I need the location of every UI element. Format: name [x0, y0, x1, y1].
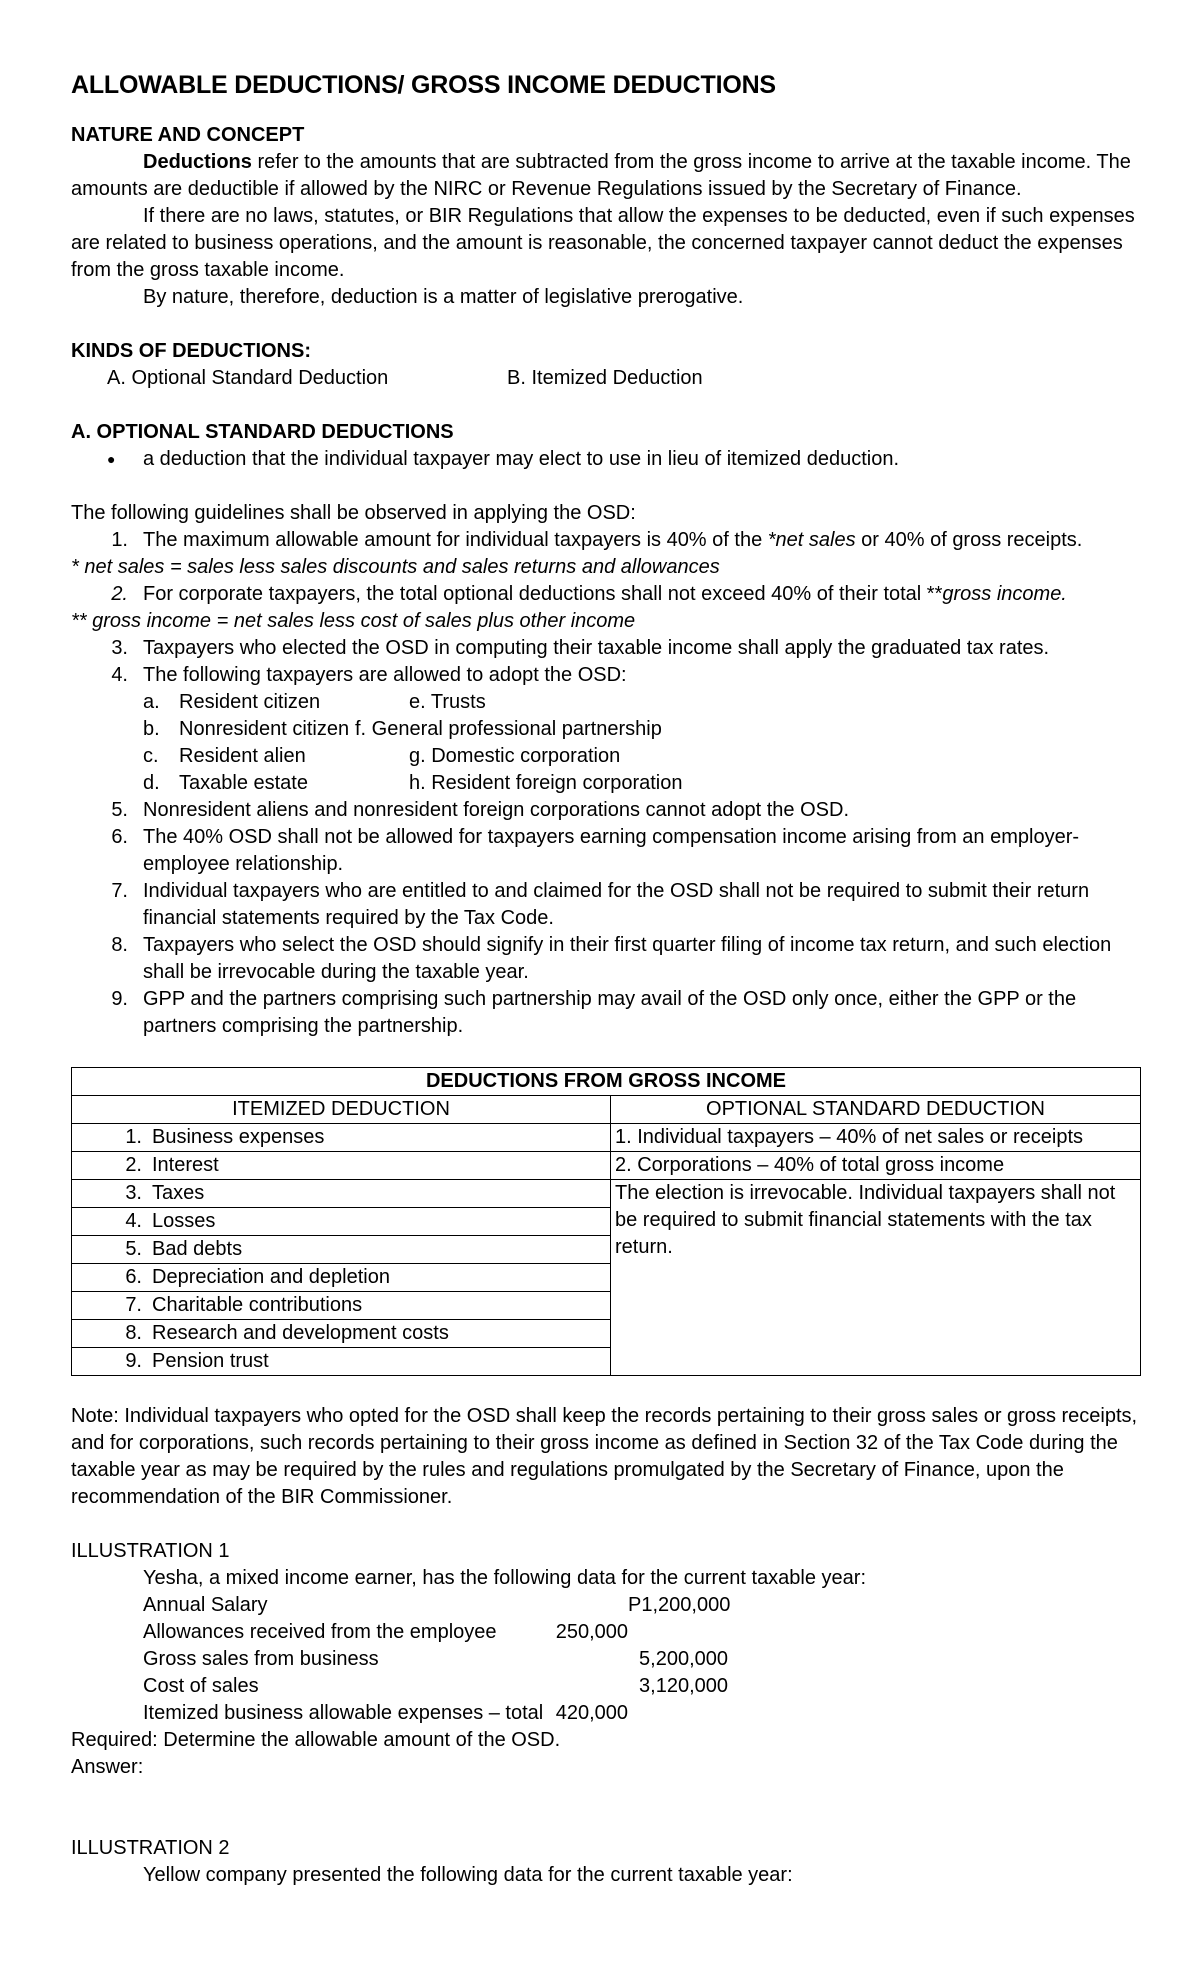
footnote-gross-income: [71, 608, 1141, 635]
kinds-list: [71, 365, 1141, 392]
document-title: ALLOWABLE DEDUCTIONS/ GROSS INCOME DEDUCTIONS: [71, 71, 776, 99]
taxpayer-row-3: c. Resident alien g. Domestic corporation: [71, 743, 1141, 770]
g2-pre: For corporate taxpayers, the total optional deductions shall not exceed 40% of their total **: [143, 583, 943, 605]
itemized-row: 8. Research and development costs: [72, 1320, 611, 1348]
guideline-9: 9. GPP and the partners comprising such partnership may avail of the OSD only once, either the GPP or the partners comprising the partnership.: [71, 986, 1141, 1040]
taxpayer-left: Resident citizen: [179, 691, 321, 713]
g9-text: GPP and the partners comprising such partnership may avail of the OSD only once, either the GPP or the partners comprising the partnership.: [143, 988, 1077, 1037]
illustration-1-body: [71, 1565, 1141, 1727]
g8-text: Taxpayers who select the OSD should signify in their first quarter filing of income tax return, and such election shall be irrevocable during the taxable year.: [143, 934, 1112, 983]
illustration-1-intro: Yesha, a mixed income earner, has the following data for the current taxable year:: [143, 1567, 867, 1589]
illustration-1-answer: Answer:: [71, 1756, 144, 1778]
taxpayer-left: Taxable estate: [179, 772, 308, 794]
illustration-2-intro: Yellow company presented the following data for the current taxable year:: [143, 1864, 793, 1886]
footnote-net-sales: [71, 554, 1141, 581]
kind-b: B. Itemized Deduction: [507, 367, 703, 389]
osd-bullet-text: a deduction that the individual taxpayer may elect to use in lieu of itemized deduction.: [143, 448, 900, 470]
nature-p1-text: refer to the amounts that are subtracted from the gross income to arrive at the taxable income. The amounts are deductible if allowed by the NIRC or Revenue Regulations issued by the Secretary of Finance.: [71, 151, 1131, 200]
guideline-4: 4. The following taxpayers are allowed to adopt the OSD:: [71, 662, 1141, 689]
bullet-icon: ●: [107, 451, 116, 467]
column-itemized: ITEMIZED DEDUCTION: [72, 1096, 611, 1124]
g1-post: or 40% of gross receipts.: [855, 529, 1083, 551]
illustration-1-row: Gross sales from business 5,200,000: [143, 1648, 728, 1670]
itemized-row: 9. Pension trust: [72, 1348, 611, 1376]
g1-pre: The maximum allowable amount for individual taxpayers is 40% of the: [143, 529, 768, 551]
guideline-8: 8. Taxpayers who select the OSD should signify in their first quarter filing of income tax return, and such election shall be irrevocable during the taxable year.: [71, 932, 1141, 986]
g4-text: The following taxpayers are allowed to adopt the OSD:: [143, 664, 627, 686]
itemized-row: 2. Interest: [72, 1152, 611, 1180]
illustration-1-row: Annual Salary P1,200,000: [143, 1594, 731, 1616]
footnote-net-sales-text: * net sales = sales less sales discounts and sales returns and allowances: [71, 556, 720, 578]
g1-italic: *net sales: [767, 529, 856, 551]
itemized-row: 6. Depreciation and depletion: [72, 1264, 611, 1292]
taxpayer-row-2: b. Nonresident citizen f. General professional partnership: [71, 716, 1141, 743]
g5-text: Nonresident aliens and nonresident foreign corporations cannot adopt the OSD.: [143, 799, 850, 821]
itemized-row: 7. Charitable contributions: [72, 1292, 611, 1320]
deductions-term: Deductions: [143, 151, 252, 173]
table-title: DEDUCTIONS FROM GROSS INCOME: [72, 1068, 1141, 1096]
osd-bullet: [71, 446, 1141, 473]
guideline-5: 5. Nonresident aliens and nonresident foreign corporations cannot adopt the OSD.: [71, 797, 1141, 824]
kind-a: A. Optional Standard Deduction: [107, 367, 389, 389]
g7-text: Individual taxpayers who are entitled to and claimed for the OSD shall not be required to submit their return financial statements required by the Tax Code.: [143, 880, 1090, 929]
document-page: [71, 70, 1141, 1889]
taxpayer-left: Nonresident citizen: [179, 718, 350, 740]
osd-note: Note: Individual taxpayers who opted for the OSD shall keep the records pertaining to their gross sales or gross receipts, and for corporations, such records pertaining to their gross income as defined in Section 32 of the Tax Code during the taxable year as may be required by the rules and regulations promulgated by the Secretary of Finance, upon the recommendation of the BIR Commissioner.: [71, 1405, 1138, 1508]
taxpayer-row-1: a. Resident citizen e. Trusts: [71, 689, 1141, 716]
itemized-row: 5. Bad debts: [72, 1236, 611, 1264]
guidelines-intro: The following guidelines shall be observed in applying the OSD:: [71, 502, 636, 524]
taxpayer-right: e. Trusts: [409, 691, 486, 713]
guideline-7: 7. Individual taxpayers who are entitled to and claimed for the OSD shall not be required to submit their return financial statements required by the Tax Code.: [71, 878, 1141, 932]
osd-row-3: The election is irrevocable. Individual taxpayers shall not be required to submit financial statements with the tax return.: [611, 1180, 1141, 1376]
guideline-2: 2. For corporate taxpayers, the total optional deductions shall not exceed 40% of their total **gross income.: [111, 583, 1067, 605]
osd-heading: A. OPTIONAL STANDARD DEDUCTIONS: [71, 421, 454, 443]
taxpayer-right: g. Domestic corporation: [409, 745, 621, 767]
kinds-heading: KINDS OF DEDUCTIONS:: [71, 340, 311, 362]
illustration-1-row: Cost of sales 3,120,000: [143, 1675, 728, 1697]
guideline-1: 1. The maximum allowable amount for individual taxpayers is 40% of the *net sales or 40% of gross receipts.: [111, 529, 1083, 551]
nature-paragraph-3: By nature, therefore, deduction is a matter of legislative prerogative.: [143, 286, 744, 308]
itemized-row: 3. Taxes: [72, 1180, 611, 1208]
taxpayer-row-4: d. Taxable estate h. Resident foreign corporation: [71, 770, 1141, 797]
itemized-row: 1. Business expenses: [72, 1124, 611, 1152]
taxpayer-left: Resident alien: [179, 745, 306, 767]
nature-paragraph-1: [71, 149, 1141, 203]
column-osd: OPTIONAL STANDARD DEDUCTION: [611, 1096, 1141, 1124]
guideline-3: 3. Taxpayers who elected the OSD in computing their taxable income shall apply the graduated tax rates.: [71, 635, 1141, 662]
osd-row-2: 2. Corporations – 40% of total gross income: [611, 1152, 1141, 1180]
illustration-1-heading: ILLUSTRATION 1: [71, 1540, 230, 1562]
itemized-row: 4. Losses: [72, 1208, 611, 1236]
g2-italic: gross income.: [942, 583, 1067, 605]
illustration-1-row: Allowances received from the employee 250,000: [143, 1621, 628, 1643]
nature-heading: NATURE AND CONCEPT: [71, 124, 305, 146]
g6-text: The 40% OSD shall not be allowed for taxpayers earning compensation income arising from an employer-employee relationship.: [143, 826, 1080, 875]
nature-paragraph-2: If there are no laws, statutes, or BIR Regulations that allow the expenses to be deducted, even if such expenses are related to business operations, and the amount is reasonable, the concerned taxpayer cannot deduct the expenses from the gross taxable income.: [71, 205, 1135, 281]
deductions-table: [71, 1067, 1141, 1376]
illustration-2-heading: ILLUSTRATION 2: [71, 1837, 230, 1859]
illustration-1-row: Itemized business allowable expenses – total 420,000: [143, 1702, 628, 1724]
g3-text: Taxpayers who elected the OSD in computing their taxable income shall apply the graduated tax rates.: [143, 637, 1050, 659]
taxpayer-right: f. General professional partnership: [355, 718, 662, 740]
taxpayer-right: h. Resident foreign corporation: [409, 772, 683, 794]
footnote-gross-income-text: ** gross income = net sales less cost of sales plus other income: [71, 610, 636, 632]
illustration-1-required: Required: Determine the allowable amount of the OSD.: [71, 1729, 561, 1751]
guideline-6: 6. The 40% OSD shall not be allowed for taxpayers earning compensation income arising from an employer-employee relationship.: [71, 824, 1141, 878]
osd-row-1: 1. Individual taxpayers – 40% of net sales or receipts: [611, 1124, 1141, 1152]
